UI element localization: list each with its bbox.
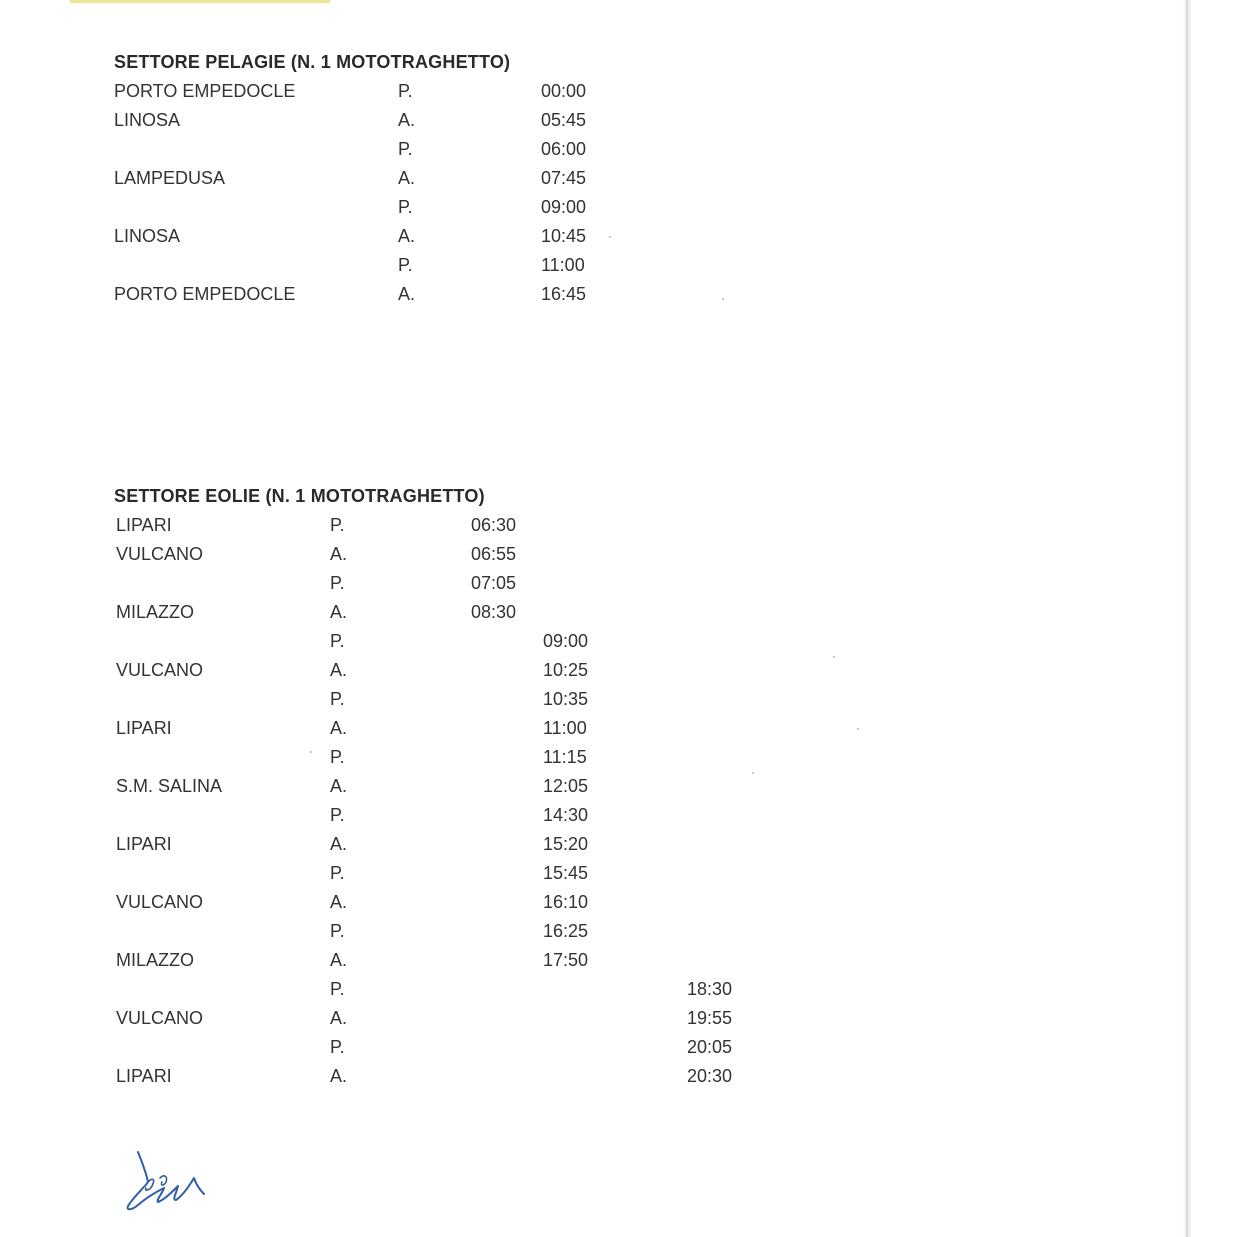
time-value: 11:00 xyxy=(541,255,585,275)
schedule-row xyxy=(0,805,1240,834)
schedule-row xyxy=(0,81,1240,110)
port-name: PORTO EMPEDOCLE xyxy=(114,81,296,101)
port-name: LIPARI xyxy=(116,515,172,535)
scan-speck xyxy=(752,772,754,774)
schedule-row xyxy=(0,834,1240,863)
time-value: 19:55 xyxy=(687,1008,733,1028)
port-name: VULCANO xyxy=(116,660,204,680)
time-value: 09:00 xyxy=(541,197,587,217)
arrival-departure-flag: P. xyxy=(330,921,345,941)
port-name: MILAZZO xyxy=(116,602,195,622)
arrival-departure-flag: P. xyxy=(330,747,345,767)
time-value: 09:00 xyxy=(543,631,589,651)
schedule-row xyxy=(0,892,1240,921)
schedule-row xyxy=(0,168,1240,197)
arrival-departure-flag: P. xyxy=(330,805,345,825)
scan-speck xyxy=(310,751,312,753)
arrival-departure-flag: A. xyxy=(330,544,348,564)
arrival-departure-flag: A. xyxy=(398,110,416,130)
schedule-row xyxy=(0,689,1240,718)
arrival-departure-flag: P. xyxy=(330,863,345,883)
schedule-row xyxy=(0,660,1240,689)
schedule-row xyxy=(0,602,1240,631)
scan-highlight-strip xyxy=(70,0,330,3)
schedule-row xyxy=(0,631,1240,660)
section-title-pelagie: SETTORE PELAGIE (N. 1 MOTOTRAGHETTO) xyxy=(114,52,511,72)
arrival-departure-flag: A. xyxy=(330,718,348,738)
time-value: 06:30 xyxy=(471,515,517,535)
arrival-departure-flag: P. xyxy=(330,1037,345,1057)
time-value: 07:45 xyxy=(541,168,587,188)
time-value: 15:20 xyxy=(543,834,589,854)
time-value: 12:05 xyxy=(543,776,589,796)
time-value: 10:25 xyxy=(543,660,589,680)
scan-speck xyxy=(609,236,611,238)
section-title-eolie: SETTORE EOLIE (N. 1 MOTOTRAGHETTO) xyxy=(114,486,485,506)
arrival-departure-flag: A. xyxy=(330,660,348,680)
arrival-departure-flag: P. xyxy=(330,515,345,535)
scan-speck xyxy=(833,656,835,658)
time-value: 20:30 xyxy=(687,1066,733,1086)
schedule-row xyxy=(0,1037,1240,1066)
arrival-departure-flag: P. xyxy=(398,255,413,275)
port-name: LINOSA xyxy=(114,226,181,246)
arrival-departure-flag: P. xyxy=(330,689,345,709)
time-value: 16:45 xyxy=(541,284,587,304)
schedule-row xyxy=(0,979,1240,1008)
arrival-departure-flag: A. xyxy=(398,168,416,188)
schedule-row xyxy=(0,139,1240,168)
arrival-departure-flag: A. xyxy=(330,834,348,854)
time-value: 11:00 xyxy=(543,718,587,738)
signature-stroke xyxy=(160,1176,167,1185)
time-value: 05:45 xyxy=(541,110,587,130)
port-name: LIPARI xyxy=(116,1066,172,1086)
arrival-departure-flag: A. xyxy=(330,602,348,622)
arrival-departure-flag: A. xyxy=(330,1008,348,1028)
schedule-row xyxy=(0,1066,1240,1095)
time-value: 14:30 xyxy=(543,805,589,825)
time-value: 16:25 xyxy=(543,921,589,941)
arrival-departure-flag: P. xyxy=(330,979,345,999)
port-name: S.M. SALINA xyxy=(116,776,223,796)
port-name: VULCANO xyxy=(116,892,204,912)
handwritten-signature xyxy=(122,1148,212,1218)
time-value: 16:10 xyxy=(543,892,589,912)
time-value: 06:00 xyxy=(541,139,587,159)
arrival-departure-flag: P. xyxy=(330,631,345,651)
time-value: 15:45 xyxy=(543,863,589,883)
port-name: LIPARI xyxy=(116,718,172,738)
port-name: LAMPEDUSA xyxy=(114,168,226,188)
schedule-row xyxy=(0,776,1240,805)
time-value: 17:50 xyxy=(543,950,589,970)
time-value: 07:05 xyxy=(471,573,517,593)
schedule-row xyxy=(0,747,1240,776)
schedule-row xyxy=(0,255,1240,284)
schedule-row xyxy=(0,544,1240,573)
scan-speck xyxy=(857,728,859,730)
arrival-departure-flag: P. xyxy=(398,81,413,101)
time-value: 08:30 xyxy=(471,602,517,622)
arrival-departure-flag: A. xyxy=(330,1066,348,1086)
time-value: 11:15 xyxy=(543,747,587,767)
time-value: 20:05 xyxy=(687,1037,733,1057)
schedule-row xyxy=(0,950,1240,979)
schedule-row xyxy=(0,284,1240,313)
scan-speck xyxy=(722,298,724,300)
schedule-row xyxy=(0,921,1240,950)
arrival-departure-flag: A. xyxy=(330,776,348,796)
schedule-row xyxy=(0,718,1240,747)
time-value: 10:45 xyxy=(541,226,587,246)
time-value: 10:35 xyxy=(543,689,589,709)
port-name: LINOSA xyxy=(114,110,181,130)
port-name: PORTO EMPEDOCLE xyxy=(114,284,296,304)
arrival-departure-flag: P. xyxy=(398,139,413,159)
arrival-departure-flag: A. xyxy=(330,892,348,912)
arrival-departure-flag: P. xyxy=(398,197,413,217)
port-name: LIPARI xyxy=(116,834,172,854)
schedule-row xyxy=(0,110,1240,139)
arrival-departure-flag: A. xyxy=(330,950,348,970)
schedule-row xyxy=(0,573,1240,602)
schedule-row xyxy=(0,863,1240,892)
schedule-row xyxy=(0,226,1240,255)
time-value: 06:55 xyxy=(471,544,517,564)
schedule-row xyxy=(0,1008,1240,1037)
arrival-departure-flag: P. xyxy=(330,573,345,593)
time-value: 18:30 xyxy=(687,979,733,999)
port-name: MILAZZO xyxy=(116,950,195,970)
schedule-row xyxy=(0,515,1240,544)
schedule-row xyxy=(0,197,1240,226)
arrival-departure-flag: A. xyxy=(398,284,416,304)
time-value: 00:00 xyxy=(541,81,587,101)
port-name: VULCANO xyxy=(116,544,204,564)
arrival-departure-flag: A. xyxy=(398,226,416,246)
port-name: VULCANO xyxy=(116,1008,204,1028)
